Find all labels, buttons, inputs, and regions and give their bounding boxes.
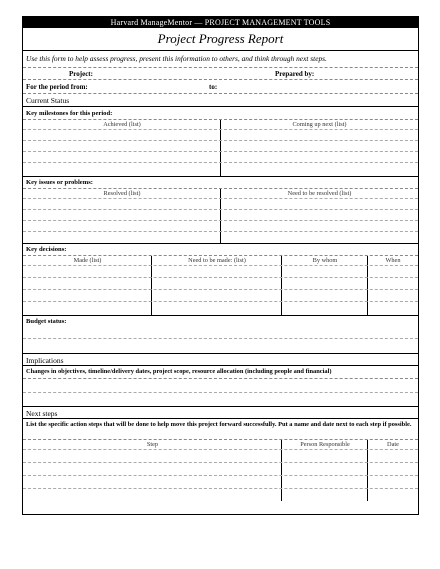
period-row <box>23 80 418 94</box>
budget-area <box>23 327 418 353</box>
period-from-label: For the period from: <box>26 83 88 91</box>
project-row <box>23 67 418 80</box>
issues-grid <box>23 188 418 243</box>
decisions-col-need-made: Need to be made: (list) <box>188 257 246 264</box>
project-label: Project: <box>69 70 93 78</box>
decisions-col-by-whom: By whom <box>312 257 338 264</box>
current-status-heading-text: Current Status <box>26 96 70 105</box>
next-steps-text: List the specific action steps that will be done to help move this project forward successfully. Put a name and date next to each step if possible. <box>26 421 412 428</box>
decisions-col-when: When <box>385 257 401 264</box>
milestones-label: Key milestones for this period: <box>26 110 113 117</box>
issues-col-resolved: Resolved (list) <box>103 190 141 197</box>
progress-report-form <box>22 16 419 515</box>
decisions-grid <box>23 255 418 315</box>
next-steps-col-step: Step <box>146 441 159 448</box>
next-steps-col-date: Date <box>387 441 399 448</box>
implications-area <box>23 378 418 406</box>
prepared-by-label: Prepared by: <box>275 70 315 78</box>
next-steps-heading <box>23 406 418 419</box>
budget-label: Budget status: <box>26 318 67 325</box>
milestones-col-coming: Coming up next (list) <box>292 121 347 128</box>
implications-text: Changes in objectives, timeline/delivery dates, project scope, resource allocation (including people and financial) <box>26 368 332 375</box>
current-status-heading <box>23 94 418 107</box>
milestones-col-achieved: Achieved (list) <box>103 121 141 128</box>
banner: Harvard ManageMentor — PROJECT MANAGEMENT TOOLS <box>23 17 418 28</box>
period-to-label: to: <box>209 83 218 91</box>
decisions-label: Key decisions: <box>26 246 67 253</box>
milestones-grid <box>23 119 418 176</box>
decisions-col-made: Made (list) <box>73 257 102 264</box>
intro-text: Use this form to help assess progress, present this information to others, and think through next steps. <box>26 54 327 63</box>
page-title: Project Progress Report <box>23 28 418 51</box>
implications-heading-text: Implications <box>26 356 64 365</box>
next-steps-col-person: Person Responsible <box>300 441 350 448</box>
next-steps-grid <box>23 439 418 501</box>
implications-heading <box>23 353 418 366</box>
next-steps-heading-text: Next steps <box>26 409 58 418</box>
issues-col-need-resolved: Need to be resolved (list) <box>287 190 352 197</box>
issues-label: Key issues or problems: <box>26 179 93 186</box>
